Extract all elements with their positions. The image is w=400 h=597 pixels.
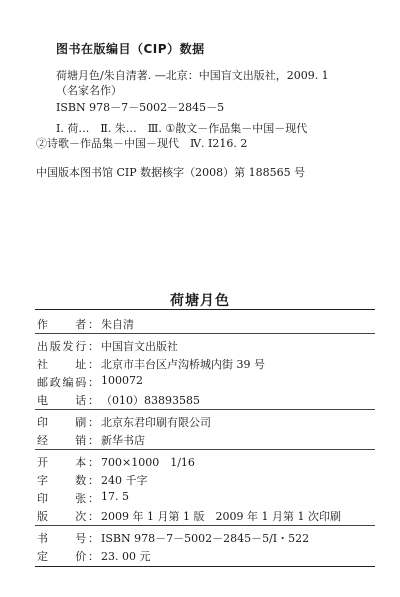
colophon-label: 出版发行： xyxy=(37,340,99,353)
colophon-row-sheets xyxy=(37,490,129,506)
colophon-label: 版 次： xyxy=(37,510,99,523)
bottom-divider xyxy=(35,566,375,567)
colophon-row-publisher xyxy=(37,338,178,354)
title-divider xyxy=(35,309,375,310)
colophon-label: 字 数： xyxy=(37,474,99,487)
colophon-label: 作 者： xyxy=(37,318,99,331)
row-divider xyxy=(35,525,375,526)
colophon-label: 定 价： xyxy=(37,550,99,563)
cip-subject-line-2: ②诗歌－作品集－中国－现代 Ⅳ. I216. 2 xyxy=(36,137,248,150)
colophon-value: （010）83893585 xyxy=(101,394,200,407)
colophon-row-format xyxy=(37,454,195,470)
cip-bibliographic-line: 荷塘月色/朱自清著. —北京：中国盲文出版社，2009. 1 xyxy=(56,69,329,82)
colophon-label: 书 号： xyxy=(37,532,99,545)
colophon-label: 邮政编码： xyxy=(37,376,99,389)
colophon-row-distributor xyxy=(37,432,145,448)
colophon-value: 23. 00 元 xyxy=(101,550,151,563)
row-divider xyxy=(35,409,375,410)
colophon-row-address xyxy=(37,356,265,372)
row-divider xyxy=(35,333,375,334)
colophon-value: ISBN 978－7－5002－2845－5/I・522 xyxy=(101,532,310,545)
cip-heading: 图书在版编目（CIP）数据 xyxy=(56,42,205,56)
colophon-row-price xyxy=(37,548,150,564)
cip-approval-number: 中国版本图书馆 CIP 数据核字（2008）第 188565 号 xyxy=(36,166,306,179)
colophon-label: 社 址： xyxy=(37,358,99,371)
colophon-value: 240 千字 xyxy=(101,474,148,487)
colophon-label: 开 本： xyxy=(37,456,99,469)
cip-subject-line-1: Ⅰ. 荷… Ⅱ. 朱… Ⅲ. ①散文－作品集－中国－现代 xyxy=(56,122,308,135)
colophon-row-phone xyxy=(37,392,200,408)
book-title: 荷塘月色 xyxy=(170,293,230,309)
colophon-label: 印 张： xyxy=(37,492,99,505)
colophon-row-author xyxy=(37,316,134,332)
colophon-row-edition xyxy=(37,508,341,524)
colophon-value: 新华书店 xyxy=(101,434,145,447)
colophon-label: 经 销： xyxy=(37,434,99,447)
colophon-label: 电 话： xyxy=(37,394,99,407)
cip-series-line: （名家名作） xyxy=(56,84,122,97)
colophon-value: 100072 xyxy=(101,374,143,387)
colophon-value: 700×1000 1/16 xyxy=(101,456,195,469)
colophon-row-postcode xyxy=(37,374,143,390)
colophon-label: 印 刷： xyxy=(37,416,99,429)
colophon-value: 北京市丰台区卢沟桥城内街 39 号 xyxy=(101,358,265,371)
colophon-row-word-count xyxy=(37,472,148,488)
colophon-value: 中国盲文出版社 xyxy=(101,340,178,353)
cip-isbn-line: ISBN 978－7－5002－2845－5 xyxy=(56,101,225,114)
row-divider xyxy=(35,449,375,450)
colophon-value: 朱自清 xyxy=(101,318,134,331)
colophon-value: 2009 年 1 月第 1 版 2009 年 1 月第 1 次印刷 xyxy=(101,510,341,523)
colophon-value: 北京东君印刷有限公司 xyxy=(101,416,211,429)
colophon-row-printer xyxy=(37,414,211,430)
colophon-row-book-number xyxy=(37,530,309,546)
colophon-value: 17. 5 xyxy=(101,490,129,503)
